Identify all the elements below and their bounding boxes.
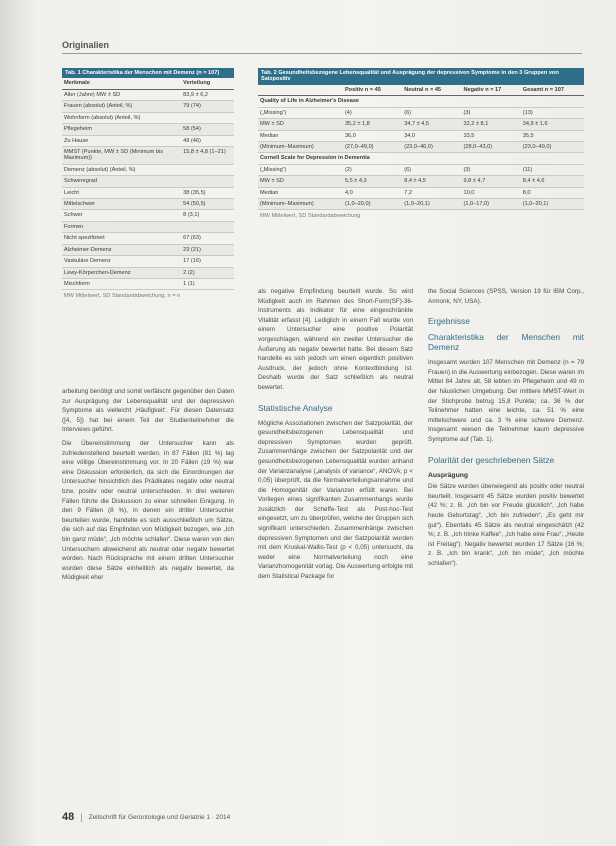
table-2-caption: Tab. 2 Gesundheitsbezogene Lebensqualität und Ausprägung der depressiven Symptome in den 3 Gruppen von Satzpositiv bbox=[258, 68, 584, 85]
body-column-middle bbox=[258, 287, 413, 586]
table-cell: 5,5 ± 4,3 bbox=[344, 178, 367, 185]
table-2-body bbox=[258, 96, 584, 210]
table-row bbox=[62, 245, 234, 256]
paragraph: Mögliche Assoziationen zwischen der Satzpolarität, der gesundheitsbezogenen Lebensqualität und depressiven Symptomen wurden geprüft. Zusammenhänge zwischen der Satzpolarität und der gesundheitsbezogenen Lebensqualität wurden anhand der Varianzanalyse („analysis of variance“, ANOVA; p < 0,05) überprüft, da die Normalverteilungsannahme und die Homogenität der Varianzen erfüllt waren. Bei Vorliegen eines signifikanten Zusammenhangs wurde zusätzlich der Scheffe-Test als Post-hoc-Test eingesetzt, um zu überprüfen, welche der Gruppen sich signifikant unterschieden. Zusammenhänge zwischen depressiven Symptomen und der Satzpolarität wurden mit dem Kruskal-Wallis-Test (p < 0,05) untersucht, da weder eine Normalverteilung noch eine Varianzhomogenität vorlag. Die Auswertung erfolgte mit dem Statistical Package for bbox=[258, 419, 413, 581]
table-1-body bbox=[62, 90, 234, 291]
table-cell: 4,0 bbox=[344, 189, 353, 196]
table-row bbox=[258, 199, 584, 210]
table-cell: (3) bbox=[463, 166, 471, 173]
table-cell: 7,2 bbox=[404, 189, 412, 196]
table-cell: (1,0–20,1) bbox=[522, 201, 549, 208]
table-1 bbox=[62, 68, 234, 303]
table-1-header-cell: Verteilung bbox=[183, 80, 211, 87]
table-row bbox=[62, 136, 234, 147]
table-row bbox=[62, 90, 234, 101]
table-cell: 2 (2) bbox=[183, 269, 195, 276]
body-column-right bbox=[428, 287, 584, 572]
table-1-header-cell: Merkmale bbox=[64, 80, 90, 87]
subsection-heading: Charakteristika der Menschen mit Demenz bbox=[428, 332, 584, 353]
table-cell: (23,0–49,0) bbox=[522, 143, 552, 150]
table-row bbox=[62, 176, 234, 187]
table-row bbox=[258, 165, 584, 176]
table-cell: 83,9 ± 6,2 bbox=[183, 91, 208, 98]
table-cell: Wohnform (absolut) (Anteil, %) bbox=[64, 114, 141, 121]
table-cell: Alzheimer-Demenz bbox=[64, 246, 112, 253]
table-cell: 35,2 ± 1,8 bbox=[344, 121, 370, 128]
table-row bbox=[258, 119, 584, 130]
table-cell: 8 (3,1) bbox=[183, 212, 200, 219]
table-cell: Schwer bbox=[64, 212, 83, 219]
table-cell: Median bbox=[260, 189, 279, 196]
table-cell: 9,8 ± 4,7 bbox=[463, 178, 486, 185]
journal-name: Zeitschrift für Gerontologie und Geriatrie 1 · 2014 bbox=[88, 813, 231, 821]
paragraph: arbeitung benötigt und somit verfälscht gegenüber den Daten zur Ausprägung der Lebensqualität und der depressiven Symptome als vielleicht ‚Häufigkeit‘. Für diesen Datensatz ([4, 5]) hat bei einem Teil der Studienteilnehmer die Interviews geführt. bbox=[62, 388, 234, 434]
table-cell: 79 (74) bbox=[183, 103, 201, 110]
table-2-header-cell: Negativ n = 17 bbox=[463, 86, 502, 93]
table-cell: 54 (50,5) bbox=[183, 201, 206, 208]
page-number: 48 bbox=[62, 811, 75, 823]
table-cell bbox=[183, 224, 232, 230]
table-cell: 8,4 ± 4,6 bbox=[522, 178, 545, 185]
table-row bbox=[62, 101, 234, 112]
table-cell: (11) bbox=[522, 166, 533, 173]
table-cell: Vaskuläre Demenz bbox=[64, 258, 111, 265]
table-cell: (28,0–43,0) bbox=[463, 143, 493, 150]
section-heading: Statistische Analyse bbox=[258, 402, 333, 413]
table-cell: 35,5 bbox=[522, 132, 534, 139]
sub-subsection-heading: Ausprägung bbox=[428, 471, 469, 479]
table-cell: 10,0 bbox=[463, 189, 475, 196]
table-row bbox=[62, 210, 234, 221]
table-row bbox=[62, 279, 234, 290]
table-cell: 67 (63) bbox=[183, 235, 201, 242]
table-row bbox=[62, 165, 234, 176]
table-row bbox=[62, 147, 234, 165]
table-cell: 38 (35,5) bbox=[183, 189, 206, 196]
table-2-header-cell bbox=[260, 87, 345, 93]
table-1-caption: Tab. 1 Charakteristika der Menschen mit Demenz (n = 107) bbox=[62, 68, 234, 78]
table-cell: (4) bbox=[344, 109, 352, 116]
paragraph: the Social Sciences (SPSS, Version 19 für IBM Corp., Armonk, NY, USA). bbox=[428, 288, 584, 305]
section-heading: Ergebnisse bbox=[428, 316, 470, 327]
table-cell: 15,8 ± 4,8 (1–21) bbox=[183, 148, 226, 155]
table-cell: (Minimum–Maximum) bbox=[260, 143, 314, 150]
table-cell: (1,0–17,0) bbox=[463, 201, 489, 208]
table-row bbox=[62, 124, 234, 135]
table-cell: Zu Hause bbox=[64, 137, 89, 144]
table-2 bbox=[258, 68, 584, 223]
table-cell: MW ± SD bbox=[260, 121, 284, 128]
table-cell: (6) bbox=[404, 109, 412, 116]
table-cell: (3) bbox=[463, 109, 471, 116]
table-cell: 33,5 bbox=[463, 132, 475, 139]
table-cell: 36,0 bbox=[344, 132, 356, 139]
table-cell: 58 (54) bbox=[183, 126, 201, 133]
table-row bbox=[258, 176, 584, 187]
table-cell: Mischform bbox=[64, 281, 90, 288]
table-row bbox=[62, 113, 234, 124]
table-cell: MW ± SD bbox=[260, 178, 284, 185]
table-cell: Frauen (absolut) (Anteil, %) bbox=[64, 103, 133, 110]
table-cell: MMST (Punkte, MW ± SD (Minimum bis Maximum)) bbox=[64, 148, 164, 162]
table-cell: („Missing“) bbox=[260, 166, 287, 173]
table-cell: (23,0–46,0) bbox=[404, 143, 433, 150]
table-cell: (6) bbox=[404, 166, 412, 173]
table-2-footnote: MW Mittelwert, SD Standardabweichung bbox=[260, 213, 361, 220]
table-cell: Schweregrad bbox=[64, 178, 97, 185]
table-cell bbox=[183, 167, 232, 173]
body-column-left bbox=[62, 387, 234, 587]
table-1-header bbox=[62, 78, 234, 89]
table-row bbox=[258, 131, 584, 142]
table-row bbox=[258, 142, 584, 153]
table-cell: Lewy-Körperchen-Demenz bbox=[64, 269, 131, 276]
table-cell: 23 (21) bbox=[183, 246, 201, 253]
table-cell: Formen bbox=[64, 223, 84, 230]
paragraph: Insgesamt wurden 107 Menschen mit Demenz (n = 79 Frauen) in die Auswertung einbezogen. Diese waren im Mittel 84 Jahre alt, 58 lebten im Pflegeheim und 49 in der häuslichen Umgebung. Der mittlere MMST-Wert in der Stichprobe betrug 15,8 Punkte; ca. 36 % der Teilnehmer hatten eine leichte, ca. 51 % eine mittelschwere und ca. 3 % eine schwere Demenz. Insgesamt wiesen die Teilnehmer kaum depressive Symptome auf (Tab. 1). bbox=[428, 359, 584, 443]
table-cell: Leicht bbox=[64, 189, 79, 196]
table-cell: Demenz (absolut) (Anteil, %) bbox=[64, 166, 136, 173]
table-row bbox=[62, 188, 234, 199]
table-cell: 8,4 ± 4,5 bbox=[404, 178, 426, 185]
table-cell: 34,9 ± 1,6 bbox=[522, 121, 548, 128]
table-cell bbox=[183, 178, 232, 184]
paragraph: als negative Empfindung beurteilt wurde. So wird Müdigkeit auch im Rahmen des Short-Form(SF)-36-Instruments als Indikator für eine eingeschränkte Vitalität erfasst [4]. Lediglich in einem Fall wurde von einem Untersucher eine positive Polarität vorgeschlagen, während ein zweiter Untersucher die Äußerung als negativ bewertet hatte. Bei diesem Satz handelte es sich jedoch um einen eigentlich positiven Ausdruck, der jedoch ohne Kontextbindung ist. Deshalb wurde der Satz schließlich als neutral bewertet. bbox=[258, 288, 413, 391]
table-row bbox=[62, 256, 234, 267]
table-1-footnote: MW Mittelwert, SD Standardabweichung, n = n bbox=[64, 293, 181, 300]
table-cell: 34,0 bbox=[404, 132, 416, 139]
table-cell bbox=[183, 115, 232, 121]
table-2-header-cell: Positiv n = 45 bbox=[344, 86, 381, 93]
subsection-heading: Polarität der geschriebenen Sätze bbox=[428, 454, 555, 465]
table-row bbox=[62, 199, 234, 210]
table-cell: (1,0–20,0) bbox=[344, 201, 371, 208]
table-cell: 8,0 bbox=[522, 189, 531, 196]
table-2-header-cell: Neutral n = 45 bbox=[404, 86, 442, 93]
table-cell: 32,2 ± 8,1 bbox=[463, 121, 489, 128]
table-cell: (2) bbox=[344, 166, 352, 173]
table-cell: 17 (16) bbox=[183, 258, 201, 265]
table-row bbox=[258, 108, 584, 119]
table-cell: Mittelschwer bbox=[64, 201, 96, 208]
page-footer bbox=[62, 811, 230, 823]
table-cell: 49 (46) bbox=[183, 137, 201, 144]
table-cell: (13) bbox=[522, 109, 533, 116]
table-row bbox=[62, 222, 234, 233]
table-cell: 34,7 ± 4,5 bbox=[404, 121, 430, 128]
paragraph: Die Sätze wurden überwiegend als positiv oder neutral beurteilt. Insgesamt 45 Sätze wurden positiv bewertet (42 %; z. B. „Ich bin vor Freude glücklich“, „Ich habe heute Geburtstag“, „Ich bin zufrieden“, „Es geht mir gut“). Ebenfalls 45 Sätze als neutral eingeschätzt (42 %; z. B. „Ich trinke Kaffee“, „Ich habe eine Frau“, „Heute ist Freitag“). Negativ bewertet wurden 17 Sätze (16 %; z. B. „Ich bin krank“, „Ich bin müde“, „Ich möchte schlafen“). bbox=[428, 483, 584, 567]
table-row bbox=[62, 268, 234, 279]
footer-divider: | bbox=[80, 812, 83, 822]
table-section-title: Quality of Life in Alzheimer's Disease bbox=[258, 96, 584, 107]
table-row bbox=[62, 233, 234, 244]
table-2-header bbox=[258, 85, 584, 96]
table-cell: (1,0–20,1) bbox=[404, 201, 430, 208]
table-section-title: Cornell Scale for Depression in Dementia bbox=[258, 153, 584, 164]
table-cell: 1 (1) bbox=[183, 281, 195, 288]
table-row bbox=[258, 188, 584, 199]
table-2-header-cell: Gesamt n = 107 bbox=[522, 86, 564, 93]
table-cell: (27,0–49,0) bbox=[344, 143, 374, 150]
table-cell: Alter (Jahre) MW ± SD bbox=[64, 91, 121, 98]
table-cell: (Minimum–Maximum) bbox=[260, 201, 314, 208]
paragraph: Die Übereinstimmung der Untersucher kann als zufriedenstellend beurteilt werden. In 87 Fällen (81 %) lag eine völlige Übereinstimmung vor. In 20 Fällen (19 %) war eine Diskussion erforderlich, da sich die Einordnungen der Untersucher hinsichtlich des Prädikates negativ oder neutral bzw. positiv oder neutral unterschieden. In drei weiteren Fällen führte die Diskussion zu einer schnellen Einigung. In den 9 Fällen (8 %), in denen ein dritter Untersucher beurteilen wurde, handelte es sich ausschließlich um Sätze, die sich auf das Empfinden von Müdigkeit bezogen, wie „Ich bin ganz müde“, „Ich möchte schlafen“. Diese waren von den Untersuchern abweichend als neutral oder negativ bewertet worden. Nach Rücksprache mit einem dritten Untersucher wurden diese Sätze einheitlich als negativ bewertet, da Müdigkeit eher bbox=[62, 439, 234, 582]
section-header: Originalien bbox=[62, 40, 110, 50]
header-divider bbox=[62, 53, 582, 54]
table-cell: („Missing“) bbox=[260, 109, 287, 116]
table-cell: Nicht spezifiziert bbox=[64, 235, 105, 242]
table-cell: Pflegeheim bbox=[64, 126, 92, 133]
table-cell: Median bbox=[260, 132, 279, 139]
